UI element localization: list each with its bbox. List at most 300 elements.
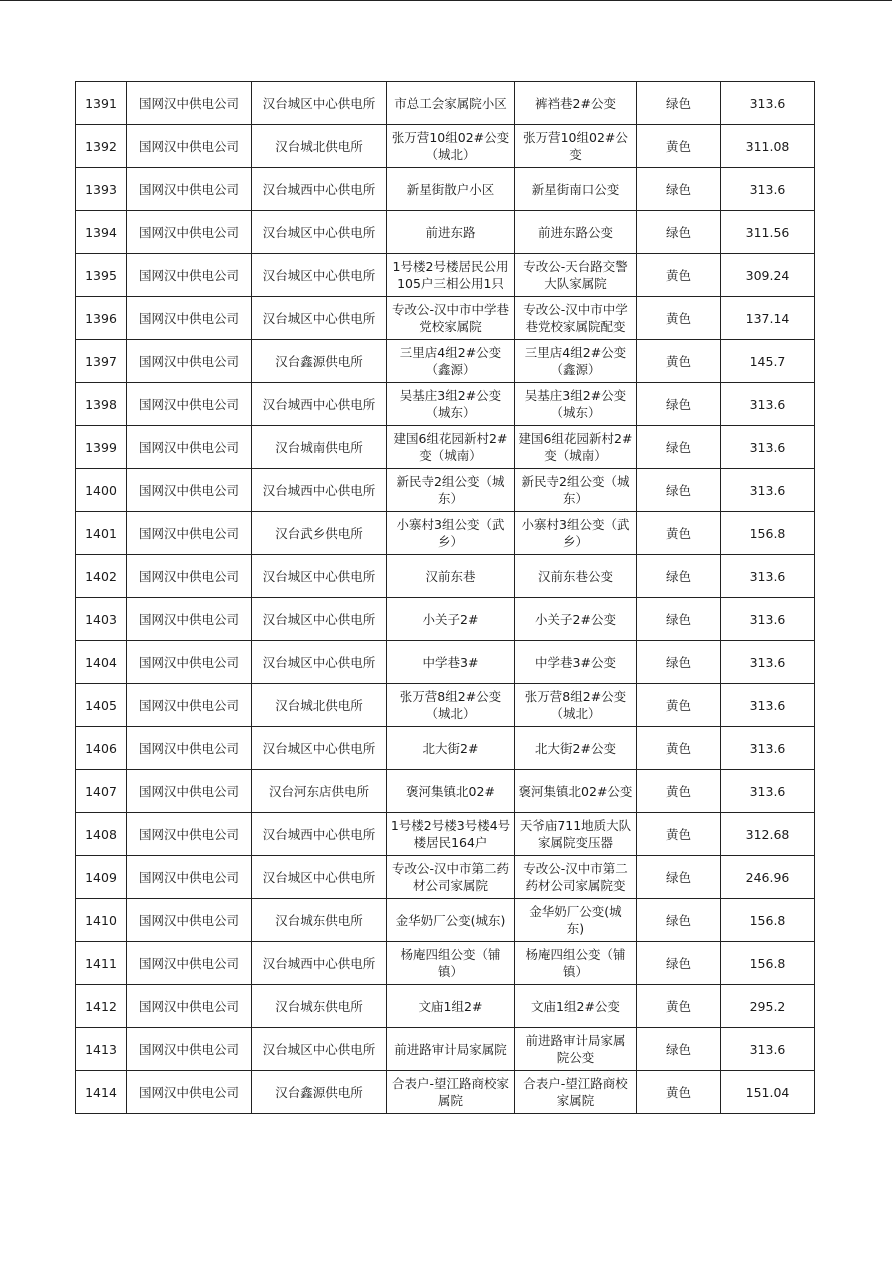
status-color-cell: 黄色 bbox=[637, 254, 721, 297]
user-area-cell-line: 专改公-汉中市中学巷 bbox=[391, 302, 509, 317]
capacity-value-cell: 156.8 bbox=[721, 942, 815, 985]
user-area-cell-line: 变（城南） bbox=[419, 448, 482, 463]
table-row bbox=[76, 1028, 815, 1071]
user-area-cell-line: 文庙1组2# bbox=[418, 998, 483, 1014]
status-color-cell: 黄色 bbox=[637, 684, 721, 727]
transformer-cell-line: 镇） bbox=[562, 964, 588, 979]
station-cell: 汉台城区中心供电所 bbox=[252, 641, 387, 684]
row-number-cell: 1402 bbox=[76, 555, 127, 598]
station-cell: 汉台城西中心供电所 bbox=[252, 813, 387, 856]
capacity-value-cell: 246.96 bbox=[721, 856, 815, 899]
user-area-cell bbox=[387, 727, 515, 770]
status-color-cell: 绿色 bbox=[637, 82, 721, 125]
station-cell: 汉台鑫源供电所 bbox=[252, 1071, 387, 1114]
transformer-cell bbox=[515, 985, 637, 1028]
status-color-cell: 黄色 bbox=[637, 512, 721, 555]
transformer-cell-line: 前进东路公变 bbox=[537, 224, 613, 240]
user-area-cell-text bbox=[389, 301, 512, 335]
company-cell: 国网汉中供电公司 bbox=[127, 512, 252, 555]
transformer-cell-line: 家属院变压器 bbox=[537, 835, 613, 850]
user-area-cell-line: 新星街散户小区 bbox=[406, 181, 495, 197]
transformer-cell bbox=[515, 684, 637, 727]
table-row bbox=[76, 770, 815, 813]
capacity-value-cell: 313.6 bbox=[721, 641, 815, 684]
transformer-cell-line: 小寨村3组公变（武 bbox=[521, 517, 630, 532]
user-area-cell bbox=[387, 254, 515, 297]
company-cell: 国网汉中供电公司 bbox=[127, 469, 252, 512]
user-area-cell bbox=[387, 211, 515, 254]
transformer-cell bbox=[515, 1028, 637, 1071]
company-cell: 国网汉中供电公司 bbox=[127, 383, 252, 426]
transformer-cell-line: 杨庵四组公变（铺 bbox=[525, 947, 626, 962]
transformer-cell-line: 天爷庙711地质大队 bbox=[519, 818, 632, 833]
transformer-cell bbox=[515, 211, 637, 254]
table-row bbox=[76, 211, 815, 254]
company-cell: 国网汉中供电公司 bbox=[127, 598, 252, 641]
capacity-value-cell: 156.8 bbox=[721, 512, 815, 555]
table-row bbox=[76, 598, 815, 641]
company-cell: 国网汉中供电公司 bbox=[127, 555, 252, 598]
transformer-cell-line: 北大街2#公变 bbox=[535, 740, 616, 756]
user-area-cell-line: 市总工会家属院小区 bbox=[394, 95, 507, 111]
transformer-cell-line: 新星街南口公变 bbox=[531, 181, 620, 197]
company-cell: 国网汉中供电公司 bbox=[127, 942, 252, 985]
station-cell: 汉台城东供电所 bbox=[252, 985, 387, 1028]
user-area-cell-text bbox=[389, 129, 512, 163]
transformer-cell-text bbox=[517, 129, 634, 163]
transformer-cell-line: 东） bbox=[562, 491, 588, 506]
top-border-line bbox=[0, 0, 892, 1]
user-area-cell-line: 建国6组花园新村2# bbox=[393, 431, 508, 446]
user-area-cell-text bbox=[389, 568, 512, 585]
user-area-cell-text bbox=[389, 224, 512, 241]
capacity-value-cell: 309.24 bbox=[721, 254, 815, 297]
transformer-cell-line: 药材公司家属院变 bbox=[525, 878, 626, 893]
row-number-cell: 1405 bbox=[76, 684, 127, 727]
user-area-cell-line: 前进东路 bbox=[425, 224, 476, 240]
company-cell: 国网汉中供电公司 bbox=[127, 340, 252, 383]
capacity-value-cell: 145.7 bbox=[721, 340, 815, 383]
company-cell: 国网汉中供电公司 bbox=[127, 168, 252, 211]
user-area-cell-line: 镇） bbox=[437, 964, 463, 979]
status-color-cell: 黄色 bbox=[637, 770, 721, 813]
table-row bbox=[76, 168, 815, 211]
user-area-cell-line: 褒河集镇北02# bbox=[406, 783, 495, 799]
row-number-cell: 1408 bbox=[76, 813, 127, 856]
transformer-cell-text bbox=[517, 344, 634, 378]
company-cell: 国网汉中供电公司 bbox=[127, 1028, 252, 1071]
transformer-cell bbox=[515, 813, 637, 856]
status-color-cell: 绿色 bbox=[637, 211, 721, 254]
user-area-cell-text bbox=[389, 258, 512, 292]
capacity-value-cell: 312.68 bbox=[721, 813, 815, 856]
table-row bbox=[76, 641, 815, 684]
user-area-cell-text bbox=[389, 998, 512, 1015]
row-number-cell: 1407 bbox=[76, 770, 127, 813]
user-area-cell-text bbox=[389, 783, 512, 800]
transformer-cell-text bbox=[517, 301, 634, 335]
user-area-cell-line: 东） bbox=[437, 491, 463, 506]
transformer-cell bbox=[515, 598, 637, 641]
station-cell: 汉台城北供电所 bbox=[252, 125, 387, 168]
transformer-cell-text bbox=[517, 688, 634, 722]
transformer-cell bbox=[515, 254, 637, 297]
table-row bbox=[76, 1071, 815, 1114]
table-row bbox=[76, 469, 815, 512]
user-area-cell-text bbox=[389, 430, 512, 464]
user-area-cell-line: 金华奶厂公变(城东) bbox=[395, 912, 506, 928]
transformer-cell-line: 新民寺2组公变（城 bbox=[521, 474, 630, 489]
user-area-cell-line: 中学巷3# bbox=[422, 654, 479, 670]
capacity-value-cell: 295.2 bbox=[721, 985, 815, 1028]
transformer-cell-line: 张万营8组2#公变 bbox=[524, 689, 627, 704]
user-area-cell-text bbox=[389, 473, 512, 507]
transformer-cell-line: 三里店4组2#公变 bbox=[524, 345, 627, 360]
user-area-cell-line: 材公司家属院 bbox=[412, 878, 488, 893]
table-row bbox=[76, 942, 815, 985]
row-number-cell: 1398 bbox=[76, 383, 127, 426]
transformer-cell-text bbox=[517, 654, 634, 671]
transformer-cell bbox=[515, 555, 637, 598]
station-cell: 汉台城区中心供电所 bbox=[252, 727, 387, 770]
user-area-cell-text bbox=[389, 1075, 512, 1109]
user-area-cell bbox=[387, 813, 515, 856]
capacity-value-cell: 313.6 bbox=[721, 82, 815, 125]
user-area-cell-text bbox=[389, 387, 512, 421]
table-row bbox=[76, 383, 815, 426]
transformer-cell-line: 中学巷3#公变 bbox=[535, 654, 616, 670]
row-number-cell: 1397 bbox=[76, 340, 127, 383]
status-color-cell: 绿色 bbox=[637, 856, 721, 899]
company-cell: 国网汉中供电公司 bbox=[127, 297, 252, 340]
transformer-cell-text bbox=[517, 387, 634, 421]
station-cell: 汉台城区中心供电所 bbox=[252, 297, 387, 340]
transformer-cell bbox=[515, 125, 637, 168]
capacity-value-cell: 151.04 bbox=[721, 1071, 815, 1114]
company-cell: 国网汉中供电公司 bbox=[127, 899, 252, 942]
transformer-cell-text bbox=[517, 783, 634, 800]
user-area-cell bbox=[387, 340, 515, 383]
user-area-cell-text bbox=[389, 611, 512, 628]
user-area-cell bbox=[387, 469, 515, 512]
transformer-cell-line: 裤裆巷2#公变 bbox=[535, 95, 616, 111]
transformer-cell-text bbox=[517, 473, 634, 507]
capacity-value-cell: 313.6 bbox=[721, 469, 815, 512]
capacity-value-cell: 311.56 bbox=[721, 211, 815, 254]
transformer-cell bbox=[515, 469, 637, 512]
transformer-cell-text bbox=[517, 258, 634, 292]
capacity-value-cell: 313.6 bbox=[721, 383, 815, 426]
user-area-cell bbox=[387, 1071, 515, 1114]
user-area-cell bbox=[387, 641, 515, 684]
user-area-cell-line: 党校家属院 bbox=[419, 319, 482, 334]
station-cell: 汉台城区中心供电所 bbox=[252, 598, 387, 641]
user-area-cell-text bbox=[389, 344, 512, 378]
row-number-cell: 1391 bbox=[76, 82, 127, 125]
user-area-cell-line: （城北） bbox=[425, 706, 476, 721]
user-area-cell-line: 楼居民164户 bbox=[413, 835, 488, 850]
transformer-cell-line: 巷党校家属院配变 bbox=[525, 319, 626, 334]
user-area-cell-line: 吴基庄3组2#公变 bbox=[399, 388, 502, 403]
user-area-cell-line: 张万营8组2#公变 bbox=[399, 689, 502, 704]
user-area-cell-line: 乡） bbox=[437, 534, 463, 549]
user-area-cell-line: 杨庵四组公变（铺 bbox=[400, 947, 501, 962]
capacity-value-cell: 137.14 bbox=[721, 297, 815, 340]
table-row bbox=[76, 340, 815, 383]
row-number-cell: 1413 bbox=[76, 1028, 127, 1071]
status-color-cell: 绿色 bbox=[637, 641, 721, 684]
user-area-cell-text bbox=[389, 654, 512, 671]
transformer-cell-line: 吴基庄3组2#公变 bbox=[524, 388, 627, 403]
transformer-cell-line: 家属院 bbox=[556, 1093, 595, 1108]
user-area-cell bbox=[387, 942, 515, 985]
capacity-value-cell: 313.6 bbox=[721, 555, 815, 598]
transformer-cell-text bbox=[517, 611, 634, 628]
user-area-cell-line: （城北） bbox=[425, 147, 476, 162]
company-cell: 国网汉中供电公司 bbox=[127, 985, 252, 1028]
row-number-cell: 1401 bbox=[76, 512, 127, 555]
capacity-value-cell: 311.08 bbox=[721, 125, 815, 168]
user-area-cell-text bbox=[389, 516, 512, 550]
station-cell: 汉台城西中心供电所 bbox=[252, 383, 387, 426]
capacity-value-cell: 313.6 bbox=[721, 684, 815, 727]
station-cell: 汉台城区中心供电所 bbox=[252, 82, 387, 125]
transformer-cell-text bbox=[517, 998, 634, 1015]
status-color-cell: 绿色 bbox=[637, 555, 721, 598]
transformer-cell bbox=[515, 942, 637, 985]
row-number-cell: 1404 bbox=[76, 641, 127, 684]
status-color-cell: 绿色 bbox=[637, 598, 721, 641]
user-area-cell-text bbox=[389, 860, 512, 894]
user-area-cell-line: 北大街2# bbox=[422, 740, 479, 756]
station-cell: 汉台城南供电所 bbox=[252, 426, 387, 469]
transformer-cell bbox=[515, 512, 637, 555]
station-cell: 汉台城东供电所 bbox=[252, 899, 387, 942]
table-row bbox=[76, 512, 815, 555]
user-area-cell-line: （城东） bbox=[425, 405, 476, 420]
user-area-cell-text bbox=[389, 817, 512, 851]
company-cell: 国网汉中供电公司 bbox=[127, 426, 252, 469]
user-area-cell bbox=[387, 985, 515, 1028]
status-color-cell: 绿色 bbox=[637, 1028, 721, 1071]
row-number-cell: 1403 bbox=[76, 598, 127, 641]
transformer-cell-text bbox=[517, 817, 634, 851]
transformer-cell-line: 张万营10组02#公变 bbox=[523, 130, 628, 162]
station-cell: 汉台城西中心供电所 bbox=[252, 469, 387, 512]
status-color-cell: 黄色 bbox=[637, 297, 721, 340]
user-area-cell-line: 新民寺2组公变（城 bbox=[396, 474, 505, 489]
row-number-cell: 1409 bbox=[76, 856, 127, 899]
company-cell: 国网汉中供电公司 bbox=[127, 82, 252, 125]
table-row bbox=[76, 899, 815, 942]
company-cell: 国网汉中供电公司 bbox=[127, 770, 252, 813]
status-color-cell: 黄色 bbox=[637, 125, 721, 168]
transformer-cell bbox=[515, 383, 637, 426]
station-cell: 汉台城区中心供电所 bbox=[252, 254, 387, 297]
transformer-cell-text bbox=[517, 860, 634, 894]
station-cell: 汉台河东店供电所 bbox=[252, 770, 387, 813]
user-area-cell bbox=[387, 297, 515, 340]
station-cell: 汉台城区中心供电所 bbox=[252, 1028, 387, 1071]
transformer-cell-text bbox=[517, 946, 634, 980]
user-area-cell-line: 小关子2# bbox=[422, 611, 479, 627]
transformer-cell-text bbox=[517, 95, 634, 112]
transformer-cell bbox=[515, 168, 637, 211]
transformer-cell-text bbox=[517, 1032, 634, 1066]
table-row bbox=[76, 684, 815, 727]
company-cell: 国网汉中供电公司 bbox=[127, 813, 252, 856]
transformer-cell bbox=[515, 856, 637, 899]
transformer-cell-text bbox=[517, 1075, 634, 1109]
user-area-cell bbox=[387, 684, 515, 727]
user-area-cell-line: 张万营10组02#公变 bbox=[391, 130, 510, 145]
row-number-cell: 1394 bbox=[76, 211, 127, 254]
transformer-cell-text bbox=[517, 903, 634, 937]
user-area-cell bbox=[387, 899, 515, 942]
status-color-cell: 绿色 bbox=[637, 899, 721, 942]
row-number-cell: 1395 bbox=[76, 254, 127, 297]
transformer-cell-line: 大队家属院 bbox=[544, 276, 607, 291]
user-area-cell bbox=[387, 555, 515, 598]
company-cell: 国网汉中供电公司 bbox=[127, 254, 252, 297]
transformer-cell bbox=[515, 426, 637, 469]
status-color-cell: 绿色 bbox=[637, 383, 721, 426]
user-area-cell-line: 105户三相公用1只 bbox=[397, 276, 504, 291]
user-area-cell-text bbox=[389, 740, 512, 757]
user-area-cell bbox=[387, 1028, 515, 1071]
table-row bbox=[76, 555, 815, 598]
transformer-cell bbox=[515, 727, 637, 770]
user-area-cell-line: 前进路审计局家属院 bbox=[394, 1041, 507, 1057]
transformer-cell-line: 汉前东巷公变 bbox=[537, 568, 613, 584]
station-cell: 汉台城北供电所 bbox=[252, 684, 387, 727]
capacity-value-cell: 156.8 bbox=[721, 899, 815, 942]
row-number-cell: 1414 bbox=[76, 1071, 127, 1114]
transformer-cell-line: 金华奶厂公变(城 bbox=[529, 904, 622, 919]
row-number-cell: 1396 bbox=[76, 297, 127, 340]
transformer-cell bbox=[515, 340, 637, 383]
company-cell: 国网汉中供电公司 bbox=[127, 856, 252, 899]
transformer-cell-line: 变（城南） bbox=[544, 448, 607, 463]
row-number-cell: 1399 bbox=[76, 426, 127, 469]
transformer-cell-text bbox=[517, 224, 634, 241]
user-area-cell-line: 小寨村3组公变（武 bbox=[396, 517, 505, 532]
capacity-value-cell: 313.6 bbox=[721, 1028, 815, 1071]
transformer-cell-line: 专改公-天台路交警 bbox=[523, 259, 628, 274]
user-area-cell bbox=[387, 426, 515, 469]
user-area-cell bbox=[387, 383, 515, 426]
row-number-cell: 1410 bbox=[76, 899, 127, 942]
table-row bbox=[76, 297, 815, 340]
user-area-cell-line: 合表户-望江路商校家 bbox=[391, 1076, 509, 1091]
status-color-cell: 黄色 bbox=[637, 1071, 721, 1114]
transformer-cell-line: 褒河集镇北02#公变 bbox=[518, 783, 633, 799]
transformer-cell-text bbox=[517, 181, 634, 198]
transformer-cell bbox=[515, 1071, 637, 1114]
transformer-cell-line: 小关子2#公变 bbox=[535, 611, 616, 627]
transformer-cell-line: （城北） bbox=[550, 706, 601, 721]
table-row bbox=[76, 254, 815, 297]
capacity-table bbox=[75, 81, 815, 1114]
user-area-cell-text bbox=[389, 1041, 512, 1058]
table-row bbox=[76, 813, 815, 856]
row-number-cell: 1412 bbox=[76, 985, 127, 1028]
company-cell: 国网汉中供电公司 bbox=[127, 1071, 252, 1114]
transformer-cell-line: （鑫源） bbox=[550, 362, 601, 377]
user-area-cell bbox=[387, 125, 515, 168]
status-color-cell: 黄色 bbox=[637, 727, 721, 770]
status-color-cell: 绿色 bbox=[637, 469, 721, 512]
user-area-cell-line: 1号楼2号楼3号楼4号 bbox=[390, 818, 511, 833]
company-cell: 国网汉中供电公司 bbox=[127, 641, 252, 684]
row-number-cell: 1393 bbox=[76, 168, 127, 211]
user-area-cell bbox=[387, 856, 515, 899]
user-area-cell-line: 属院 bbox=[437, 1093, 463, 1108]
transformer-cell-line: 建国6组花园新村2# bbox=[518, 431, 633, 446]
capacity-value-cell: 313.6 bbox=[721, 426, 815, 469]
transformer-cell-line: 院公变 bbox=[556, 1050, 595, 1065]
transformer-cell-text bbox=[517, 740, 634, 757]
transformer-cell-line: 乡） bbox=[562, 534, 588, 549]
station-cell: 汉台鑫源供电所 bbox=[252, 340, 387, 383]
transformer-cell-text bbox=[517, 516, 634, 550]
status-color-cell: 黄色 bbox=[637, 340, 721, 383]
station-cell: 汉台武乡供电所 bbox=[252, 512, 387, 555]
transformer-cell-line: （城东） bbox=[550, 405, 601, 420]
user-area-cell-text bbox=[389, 912, 512, 929]
table-row bbox=[76, 426, 815, 469]
company-cell: 国网汉中供电公司 bbox=[127, 684, 252, 727]
transformer-cell-line: 文庙1组2#公变 bbox=[531, 998, 620, 1014]
capacity-value-cell: 313.6 bbox=[721, 727, 815, 770]
transformer-cell bbox=[515, 82, 637, 125]
table-row bbox=[76, 82, 815, 125]
station-cell: 汉台城区中心供电所 bbox=[252, 856, 387, 899]
user-area-cell-line: 三里店4组2#公变 bbox=[399, 345, 502, 360]
transformer-cell bbox=[515, 770, 637, 813]
capacity-value-cell: 313.6 bbox=[721, 598, 815, 641]
user-area-cell-line: （鑫源） bbox=[425, 362, 476, 377]
transformer-cell bbox=[515, 899, 637, 942]
station-cell: 汉台城区中心供电所 bbox=[252, 211, 387, 254]
transformer-cell bbox=[515, 297, 637, 340]
user-area-cell bbox=[387, 598, 515, 641]
status-color-cell: 绿色 bbox=[637, 168, 721, 211]
row-number-cell: 1406 bbox=[76, 727, 127, 770]
table-row bbox=[76, 985, 815, 1028]
capacity-value-cell: 313.6 bbox=[721, 770, 815, 813]
user-area-cell-line: 专改公-汉中市第二药 bbox=[391, 861, 509, 876]
table-row bbox=[76, 727, 815, 770]
user-area-cell-text bbox=[389, 946, 512, 980]
transformer-cell-text bbox=[517, 430, 634, 464]
company-cell: 国网汉中供电公司 bbox=[127, 211, 252, 254]
user-area-cell bbox=[387, 168, 515, 211]
transformer-cell-text bbox=[517, 568, 634, 585]
user-area-cell-text bbox=[389, 95, 512, 112]
table-row bbox=[76, 856, 815, 899]
company-cell: 国网汉中供电公司 bbox=[127, 727, 252, 770]
row-number-cell: 1400 bbox=[76, 469, 127, 512]
row-number-cell: 1411 bbox=[76, 942, 127, 985]
status-color-cell: 黄色 bbox=[637, 813, 721, 856]
row-number-cell: 1392 bbox=[76, 125, 127, 168]
transformer-cell-line: 前进路审计局家属 bbox=[525, 1033, 626, 1048]
table-body bbox=[76, 82, 815, 1114]
user-area-cell bbox=[387, 770, 515, 813]
transformer-cell-line: 专改公-汉中市第二 bbox=[523, 861, 628, 876]
station-cell: 汉台城区中心供电所 bbox=[252, 555, 387, 598]
